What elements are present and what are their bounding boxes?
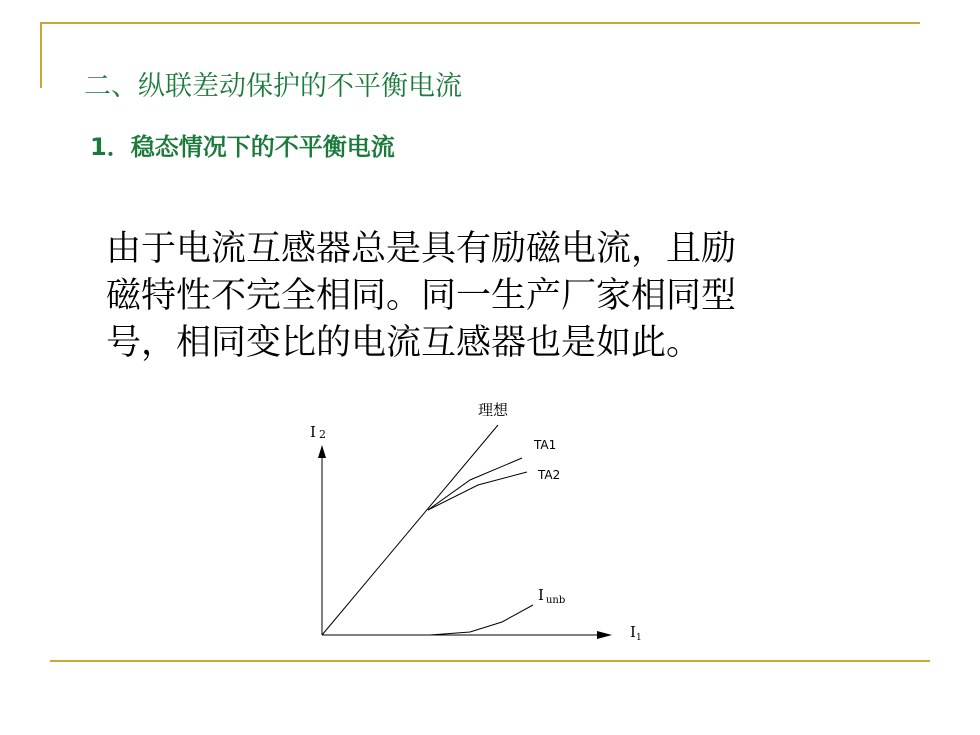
slide-subtitle: 1．稳态情况下的不平衡电流 — [90, 133, 395, 161]
ideal-curve — [322, 425, 498, 635]
x-axis-label — [630, 623, 642, 643]
unbalance-label-sub: unb — [545, 595, 566, 606]
slide-title: 二、纵联差动保护的不平衡电流 — [84, 71, 462, 102]
unbalance-curve — [322, 605, 533, 635]
y-axis-arrow — [318, 445, 326, 458]
y-axis-label-sub: 2 — [318, 428, 326, 441]
ta1-curve — [428, 458, 522, 510]
x-axis-label-main: I — [630, 623, 636, 641]
body-line-1: 由于电流互感器总是具有励磁电流，且励 — [106, 229, 737, 269]
unbalance-label — [538, 586, 565, 606]
ta2-label: TA2 — [538, 468, 561, 482]
y-axis-label — [310, 423, 326, 441]
ideal-label: 理想 — [478, 401, 509, 419]
body-line-3: 号，相同变比的电流互感器也是如此。 — [106, 323, 702, 363]
unbalance-label-main: I — [538, 586, 544, 604]
body-line-2: 磁特性不完全相同。同一生产厂家相同型 — [106, 276, 737, 316]
y-axis-label-main: I — [310, 423, 316, 441]
ta1-label: TA1 — [534, 438, 557, 452]
x-axis-label-sub: 1 — [635, 633, 642, 643]
x-axis-arrow — [597, 631, 612, 639]
